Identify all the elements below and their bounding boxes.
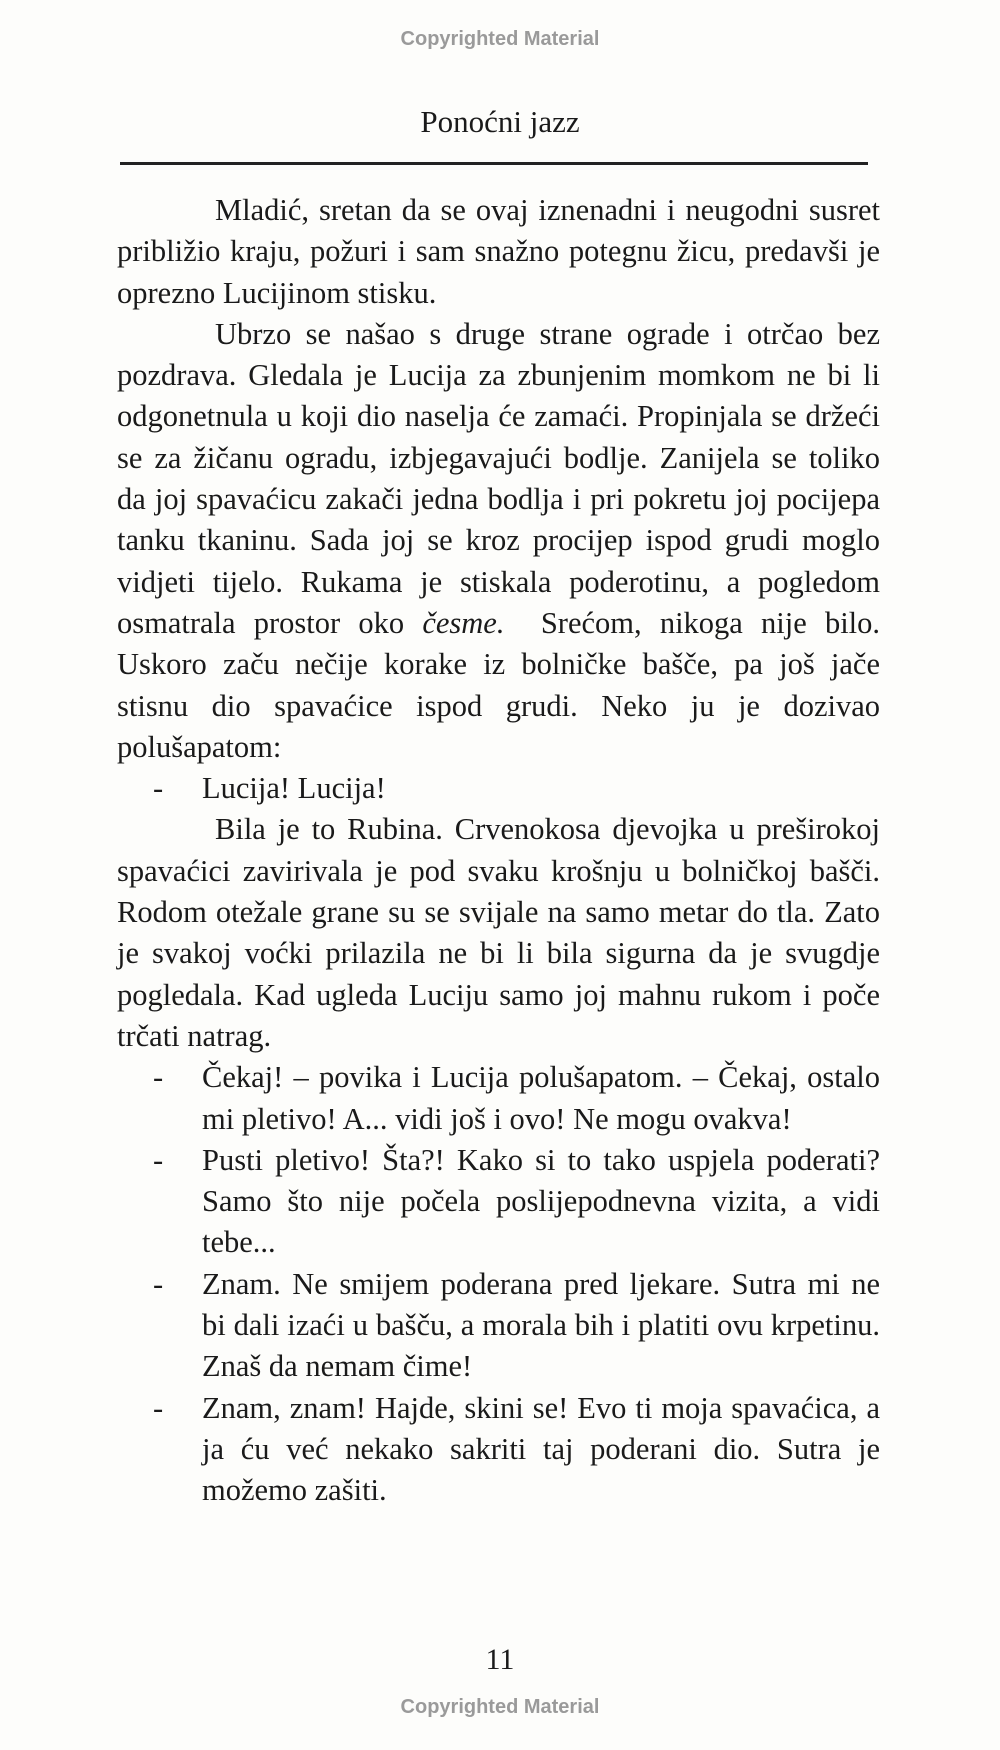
paragraph-3: Bila je to Rubina. Crvenokosa djevojka u preširokoj spavaćici zavirivala je pod svaku krošnju u bolničkoj bašči. Rodom otežale grane su se svijale na samo metar do tla. Zato je svakoj voćki prilazila ne bi li bila sigurna da je svugdje pogledala. Kad ugleda Luciju samo joj mahnu rukom i poče trčati natrag. — [117, 812, 880, 1053]
dialog-text: Znam. Ne smijem poderana pred ljekare. Sutra mi ne bi dali izaći u bašču, a morala bih i platiti ovu krpetinu. Znaš da nemam čime! — [202, 1266, 880, 1384]
header-rule — [120, 162, 868, 165]
dialog-dash: - — [153, 771, 164, 806]
dialog-text: Znam, znam! Hajde, skini se! Evo ti moja spavaćica, a ja ću već nekako sakriti taj poderani dio. Sutra je možemo zašiti. — [202, 1390, 880, 1508]
dialog-text: Lucija! Lucija! — [202, 771, 386, 806]
watermark-top: Copyrighted Material — [400, 28, 600, 50]
paragraph-2-text-a: Ubrzo se našao s druge strane ograde i otrčao bez pozdrava. Gledala je Lucija za zbunjenim momkom ne bi li odgonetnula u koji dio naselja će zamaći. Propinjala se držeći se za žičanu ogradu, izbjegavajući bodlje. Zanijela se toliko da joj spavaćicu zakači jedna bodlja i pri pokretu joj pocijepa tanku tkaninu. Sada joj se kroz procijep ispod grudi moglo vidjeti tijelo. Rukama je stiskala poderotinu, a pogledom osmatrala prostor oko — [117, 316, 880, 640]
paragraph-2 — [117, 314, 880, 768]
dialog-text: Pusti pletivo! Šta?! Kako si to tako uspjela poderati? Samo što nije počela poslijepodnevna vizita, a vidi tebe... — [202, 1142, 880, 1260]
paragraph-1: Mladić, sretan da se ovaj iznenadni i neugodni susret približio kraju, požuri i sam snažno potegnu žicu, predavši je oprezno Lucijinom stisku. — [117, 193, 880, 310]
paragraph-2-italic: česme. — [422, 605, 505, 640]
dialog-dash: - — [153, 1060, 164, 1095]
dialog-dash: - — [153, 1390, 164, 1425]
dialog-line-2 — [117, 1057, 880, 1140]
watermark-bottom: Copyrighted Material — [400, 1696, 600, 1718]
page-number: 11 — [485, 1643, 515, 1676]
dialog-line-4 — [117, 1264, 880, 1388]
running-head: Ponoćni jazz — [420, 104, 580, 139]
body-text — [117, 190, 880, 1512]
dialog-line-5 — [117, 1388, 880, 1512]
paragraph-2-text-b: Srećom, nikoga nije bilo. Uskoro začu nečije korake iz bolničke bašče, pa još jače stisnu dio spavaćice ispod grudi. Neko ju je dozivao polušapatom: — [117, 605, 881, 764]
dialog-line-1 — [117, 768, 880, 809]
dialog-dash: - — [153, 1266, 164, 1301]
dialog-dash: - — [153, 1142, 164, 1177]
dialog-text: Čekaj! – povika i Lucija polušapatom. – Čekaj, ostalo mi pletivo! A... vidi još i ovo! Ne mogu ovakva! — [202, 1060, 880, 1136]
dialog-line-3 — [117, 1140, 880, 1264]
